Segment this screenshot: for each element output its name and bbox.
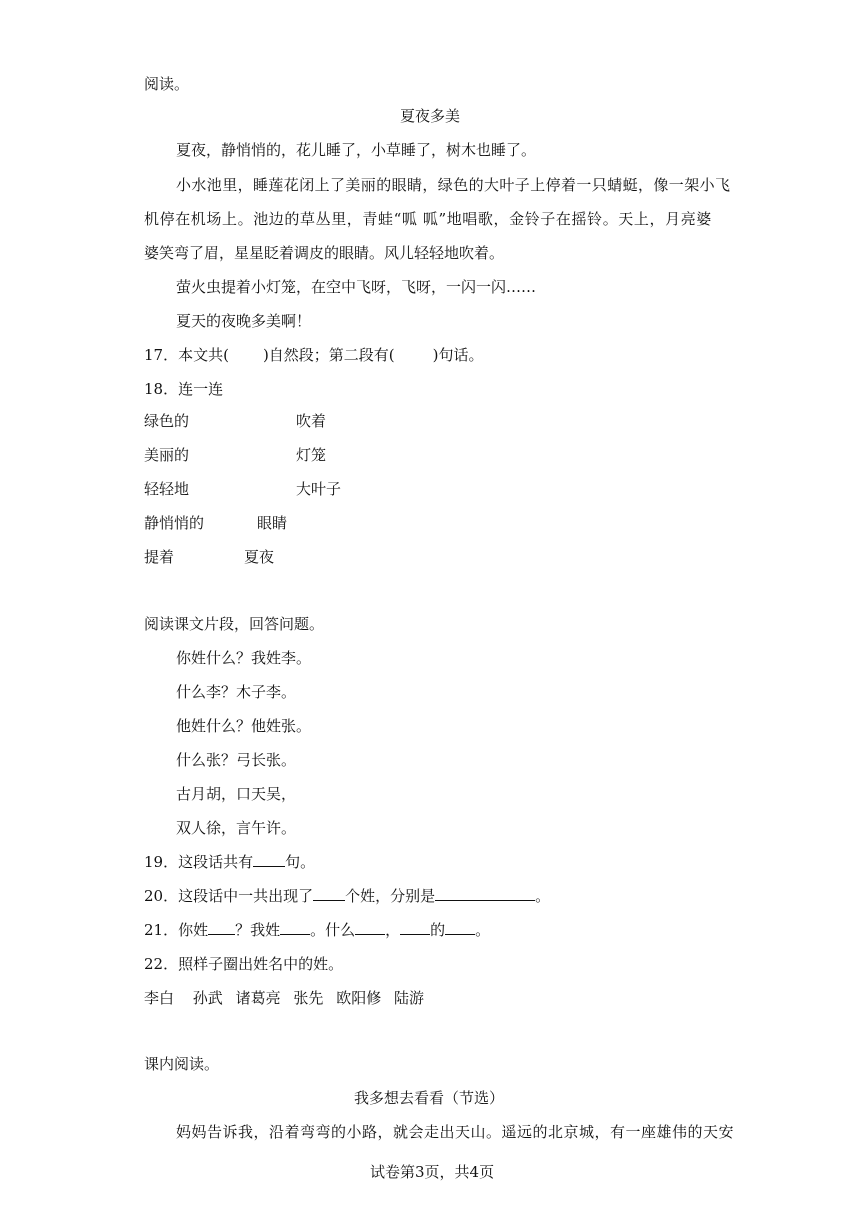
q19-text: 句。	[285, 853, 316, 871]
answer-blank[interactable]	[208, 920, 235, 935]
question-19	[144, 852, 315, 872]
q20-text: 20．这段话中一共出现了	[144, 887, 314, 905]
passage-line: 你姓什么？我姓李。	[176, 649, 312, 667]
passage-title: 夏夜多美	[400, 107, 461, 125]
section-intro: 阅读。	[144, 75, 190, 93]
answer-blank[interactable]	[355, 920, 385, 935]
q21-text: 。	[475, 921, 491, 939]
match-left-item: 静悄悄的	[144, 514, 205, 532]
passage-paragraph: 婆笑弯了眉，星星眨着调皮的眼睛。风儿轻轻地吹着。	[144, 244, 505, 262]
page-footer: 试卷第3页，共4页	[370, 1163, 495, 1181]
passage-paragraph: 夏天的夜晚多美啊！	[176, 312, 312, 330]
q21-text: 的	[430, 921, 446, 939]
answer-blank[interactable]	[313, 886, 345, 901]
q17-text: )自然段；第二段有(	[262, 346, 395, 364]
q21-text: 。什么	[310, 921, 356, 939]
passage-line: 什么张？弓长张。	[176, 751, 297, 769]
passage-line: 他姓什么？他姓张。	[176, 717, 312, 735]
passage-line: 古月胡，口天吴，	[176, 785, 297, 803]
answer-blank[interactable]	[253, 852, 285, 867]
question-18: 18．连一连	[144, 380, 224, 398]
match-right-item: 夏夜	[244, 548, 275, 566]
q21-text: 21．你姓	[144, 921, 209, 939]
q20-text: 个姓，分别是	[345, 887, 436, 905]
match-right-item: 大叶子	[296, 480, 342, 498]
passage-paragraph: 夏夜，静悄悄的，花儿睡了，小草睡了，树木也睡了。	[176, 141, 537, 159]
q20-text: 。	[535, 887, 551, 905]
match-left-item: 轻轻地	[144, 480, 190, 498]
answer-blank[interactable]	[445, 920, 475, 935]
section-intro: 课内阅读。	[144, 1055, 220, 1073]
match-right-item: 吹着	[296, 412, 327, 430]
q21-text: ，	[385, 921, 401, 939]
name-list	[144, 988, 424, 1008]
passage-line: 什么李？木子李。	[176, 683, 297, 701]
match-right-item: 眼睛	[257, 514, 288, 532]
question-20	[144, 886, 550, 906]
q17-text: )句话。	[432, 346, 484, 364]
answer-blank[interactable]	[400, 920, 430, 935]
name-item[interactable]: 李白	[144, 989, 175, 1007]
q19-text: 19．这段话共有	[144, 853, 254, 871]
answer-blank[interactable]	[280, 920, 310, 935]
passage-paragraph: 妈妈告诉我，沿着弯弯的小路，就会走出天山。遥远的北京城，有一座雄伟的天安	[176, 1123, 735, 1141]
passage-paragraph: 小水池里，睡莲花闭上了美丽的眼睛，绿色的大叶子上停着一只蜻蜓，像一架小飞	[176, 176, 731, 194]
name-item[interactable]: 欧阳修	[336, 989, 382, 1007]
name-item[interactable]: 陆游	[393, 989, 424, 1007]
section-intro: 阅读课文片段，回答问题。	[144, 615, 325, 633]
match-left-item: 美丽的	[144, 446, 190, 464]
question-17	[144, 345, 484, 365]
name-item[interactable]: 张先	[293, 989, 324, 1007]
question-22: 22．照样子圈出姓名中的姓。	[144, 955, 344, 973]
q21-text: ？我姓	[235, 921, 281, 939]
name-item[interactable]: 诸葛亮	[235, 989, 281, 1007]
passage-line: 双人徐，言午许。	[176, 819, 297, 837]
match-right-item: 灯笼	[296, 446, 327, 464]
passage-paragraph: 萤火虫提着小灯笼，在空中飞呀，飞呀，一闪一闪……	[176, 278, 537, 296]
passage-title: 我多想去看看（节选）	[354, 1089, 505, 1107]
match-left-item: 绿色的	[144, 412, 190, 430]
answer-blank[interactable]	[435, 886, 535, 901]
name-item[interactable]: 孙武	[192, 989, 223, 1007]
q17-text: 17．本文共(	[144, 346, 229, 364]
match-left-item: 提着	[144, 548, 175, 566]
passage-paragraph: 机停在机场上。池边的草丛里，青蛙“呱 呱”地唱歌，金铃子在摇铃。天上，月亮婆	[144, 210, 712, 228]
question-21	[144, 920, 490, 940]
